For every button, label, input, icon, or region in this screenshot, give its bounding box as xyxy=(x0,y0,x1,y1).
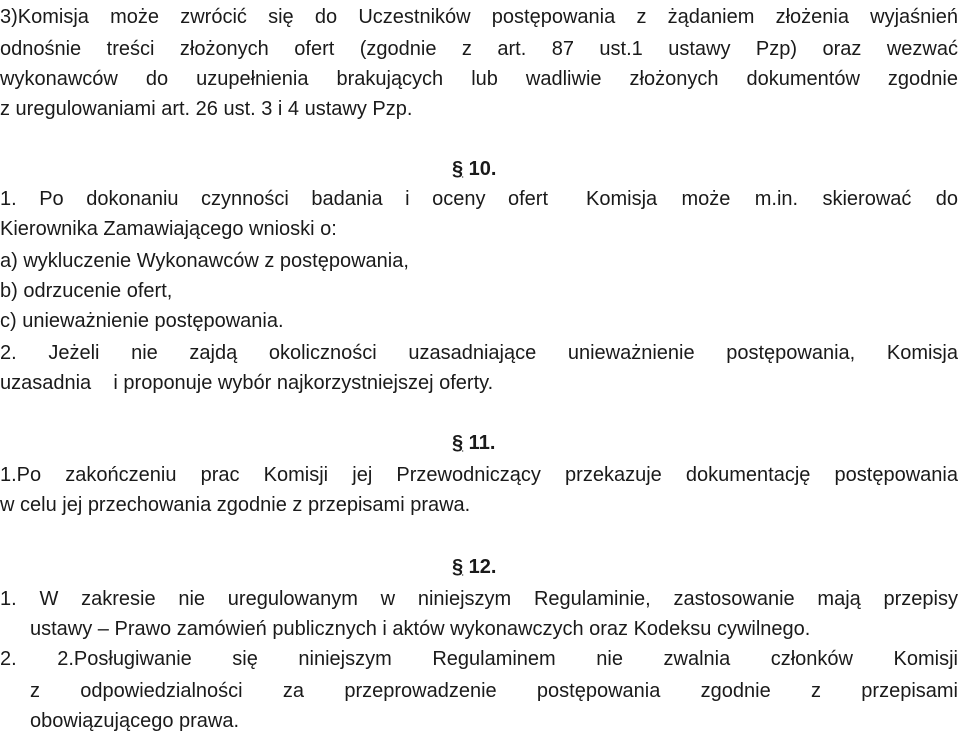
heading-number: 11. xyxy=(463,432,496,454)
s10-p1-line1a: 1. Po dokonaniu czynności badania i oceny ofert xyxy=(0,188,548,210)
s10-p2-line1: 2. Jeżeli nie zajdą okoliczności uzasadniające unieważnienie postępowania, Komisja xyxy=(0,342,958,364)
s9-p3-line3: wykonawców do uzupełnienia brakujących lub wadliwie złożonych dokumentów zgodnie xyxy=(0,68,958,90)
section-11-heading xyxy=(452,428,495,458)
s12-p2-line3: obowiązującego prawa. xyxy=(30,710,240,732)
s9-p3-line4: z uregulowaniami art. 26 ust. 3 i 4 ustawy Pzp. xyxy=(0,98,413,120)
s10-p1-line2: Kierownika Zamawiającego wnioski o: xyxy=(0,218,337,240)
section-10-heading xyxy=(452,154,496,184)
s11-p1-line2: w celu jej przechowania zgodnie z przepisami prawa. xyxy=(0,494,471,516)
heading-number: 12. xyxy=(463,556,497,578)
s12-p2-line1: 2. 2.Posługiwanie się niniejszym Regulaminem nie zwalnia członków Komisji xyxy=(0,648,958,670)
s10-item-c: c) unieważnienie postępowania. xyxy=(0,310,284,332)
s10-p1-line1b: Komisja może m.in. skierować do xyxy=(586,188,958,210)
s12-p1-line2: ustawy – Prawo zamówień publicznych i aktów wykonawczych oraz Kodeksu cywilnego. xyxy=(30,618,811,640)
heading-number: 10. xyxy=(463,158,497,180)
s12-p1-line1: 1. W zakresie nie uregulowanym w niniejszym Regulaminie, zastosowanie mają przepisy xyxy=(0,588,958,610)
paragraph-sign: § xyxy=(452,556,464,578)
s11-p1-line1: 1.Po zakończeniu prac Komisji jej Przewodniczący przekazuje dokumentację postępowania xyxy=(0,464,958,486)
s10-item-a: a) wykluczenie Wykonawców z postępowania, xyxy=(0,250,409,272)
paragraph-sign: § xyxy=(452,158,464,180)
s9-p3-line2: odnośnie treści złożonych ofert (zgodnie z art. 87 ust.1 ustawy Pzp) oraz wezwać xyxy=(0,38,958,60)
s12-p2-line2: z odpowiedzialności za przeprowadzenie postępowania zgodnie z przepisami xyxy=(30,680,958,702)
s10-p2-line2: uzasadnia i proponuje wybór najkorzystniejszej oferty. xyxy=(0,372,494,394)
s10-item-b: b) odrzucenie ofert, xyxy=(0,280,173,302)
section-12-heading xyxy=(452,552,496,582)
paragraph-sign: § xyxy=(452,432,464,454)
s9-p3-line1: 3)Komisja może zwrócić się do Uczestników postępowania z żądaniem złożenia wyjaśnień xyxy=(0,6,958,28)
